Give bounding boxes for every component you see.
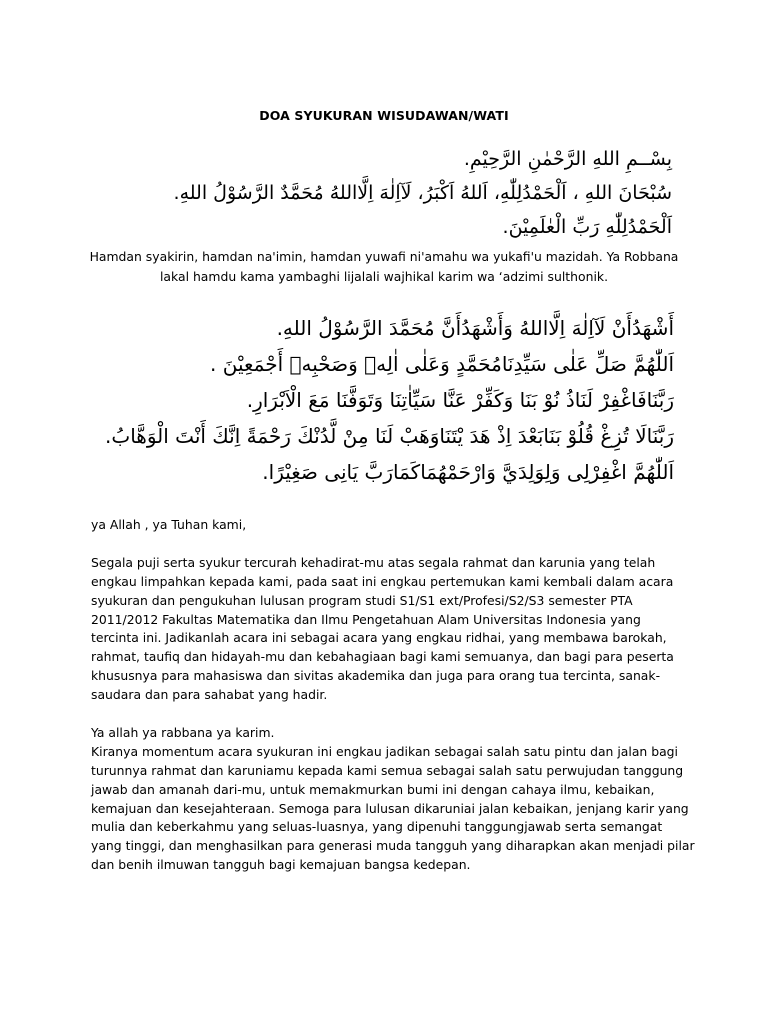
document-title: DOA SYUKURAN WISUDAWAN/WATI [259, 108, 509, 123]
paragraph-line: mulia dan keberkahmu yang seluas-luasnya, yang dipenuhi tanggungjawab serta semangat [91, 819, 663, 835]
paragraph-line: khususnya para mahasiswa dan sivitas akademika dan juga para orang tua tercinta, sanak- [91, 668, 661, 684]
paragraph-line: tercinta ini. Jadikanlah acara ini sebagai acara yang engkau ridhai, yang membawa barokah, [91, 630, 667, 646]
paragraph-line: rahmat, taufiq dan hidayah-mu dan kebahagiaan bagi kami semuanya, dan bagi para peserta [91, 649, 674, 665]
arabic-opening-line: اَلْحَمْدُلِلّٰهِ رَبِّ الْعٰلَمِيْنَ. [502, 216, 672, 238]
transliteration-line: lakal hamdu kama yambaghi lijalali wajhikal karim wa ‘adzimi sulthonik. [159, 269, 609, 284]
transliteration-line: Hamdan syakirin, hamdan na'imin, hamdan yuwafi ni'amahu wa yukafi'u mazidah. Ya Robbana [89, 249, 679, 264]
arabic-opening-line: سُبْحَانَ اللهِ ، اَلْحَمْدُلِلّٰهِ، اَللهُ اَكْبَرُ، لَآاِلٰهَ اِلَّااللهُ مُحَمَّدٌ الرَّسُوْلُ اللهِ. [173, 182, 672, 204]
paragraph-line: syukuran dan pengukuhan lulusan program studi S1/S1 ext/Profesi/S2/S3 semester PTA [91, 592, 633, 608]
arabic-prayer-line: اَللّٰهُمَّ صَلِّ عَلٰى سَيِّدِنَامُحَمَّدٍ وَعَلٰى اٰلِهٖ وَصَحْبِهٖ أَجْمَعِيْنَ . [210, 352, 674, 376]
paragraph-line: jawab dan amanah dari-mu, untuk memakmurkan bumi ini dengan cahaya ilmu, kebaikan, [91, 781, 655, 797]
arabic-prayers-block [105, 310, 674, 490]
invocation: Ya allah ya rabbana ya karim. [91, 724, 275, 740]
arabic-opening-line: بِسْــمِ اللهِ الرَّحْمٰنِ الرَّحِيْمِ. [463, 148, 672, 170]
paragraph-line: Segala puji serta syukur tercurah kehadirat-mu atas segala rahmat dan karunia yang telah [91, 554, 656, 570]
greeting: ya Allah , ya Tuhan kami, [91, 517, 247, 532]
paragraph-line: dan benih ilmuwan tangguh bagi kemajuan bangsa kedepan. [91, 857, 471, 873]
arabic-prayer-line: اَللّٰهُمَّ اغْفِرْلِى وَلِوَلِدَيَّ وَارْحَمْهُمَاكَمَارَبَّ يَانِى صَغِيْرًا. [262, 460, 674, 484]
paragraph-line: turunnya rahmat dan karuniamu kepada kami semua sebagai salah satu perwujudan tanggung [91, 762, 684, 778]
arabic-opening-block [174, 142, 672, 244]
paragraph-1 [91, 554, 691, 705]
arabic-prayer-line: رَبَّنَافَاغْفِرْ لَنَاذُ نُوْ بَنَا وَكَفِّرْ عَنَّا سَيِّاٰتِنَا وَتَوَفَّنَا مَعَ الْاَبْرَارِ. [246, 388, 674, 412]
body-text [91, 516, 695, 875]
paragraph-line: Kiranya momentum acara syukuran ini engkau jadikan sebagai salah satu pintu dan jalan bagi [91, 743, 678, 759]
paragraph-2 [91, 743, 695, 875]
arabic-prayer-line: رَبَّنَالَا تُزِغْ قُلُوْ بَنَابَعْدَ اِذْ هَدَ يْتَنَاوَهَبْ لَنَا مِنْ لَّدُنْكَ رَحْمَةً اِنَّكَ أَنْتَ الْوَهَّابُ. [105, 424, 674, 448]
paragraph-line: saudara dan para sahabat yang hadir. [91, 687, 328, 703]
paragraph-line: yang tinggi, dan menghasilkan para generasi muda tangguh yang diharapkan akan menjadi pilar [91, 838, 695, 854]
paragraph-line: kemajuan dan kesejahteraan. Semoga para lulusan dikaruniai jalan kebaikan, jenjang karir yang [91, 800, 689, 816]
arabic-prayer-line: أَشْهَدُأَنْ لَآاِلٰهَ اِلَّااللهُ وَأَشْهَدُأَنَّ مُحَمَّدَ الرَّسُوْلُ اللهِ. [276, 316, 674, 340]
paragraph-line: engkau limpahkan kepada kami, pada saat ini engkau pertemukan kami kembali dalam acara [91, 573, 674, 589]
transliteration-block [60, 247, 708, 287]
paragraph-line: 2011/2012 Fakultas Matematika dan Ilmu Pengetahuan Alam Universitas Indonesia yang [91, 611, 641, 627]
